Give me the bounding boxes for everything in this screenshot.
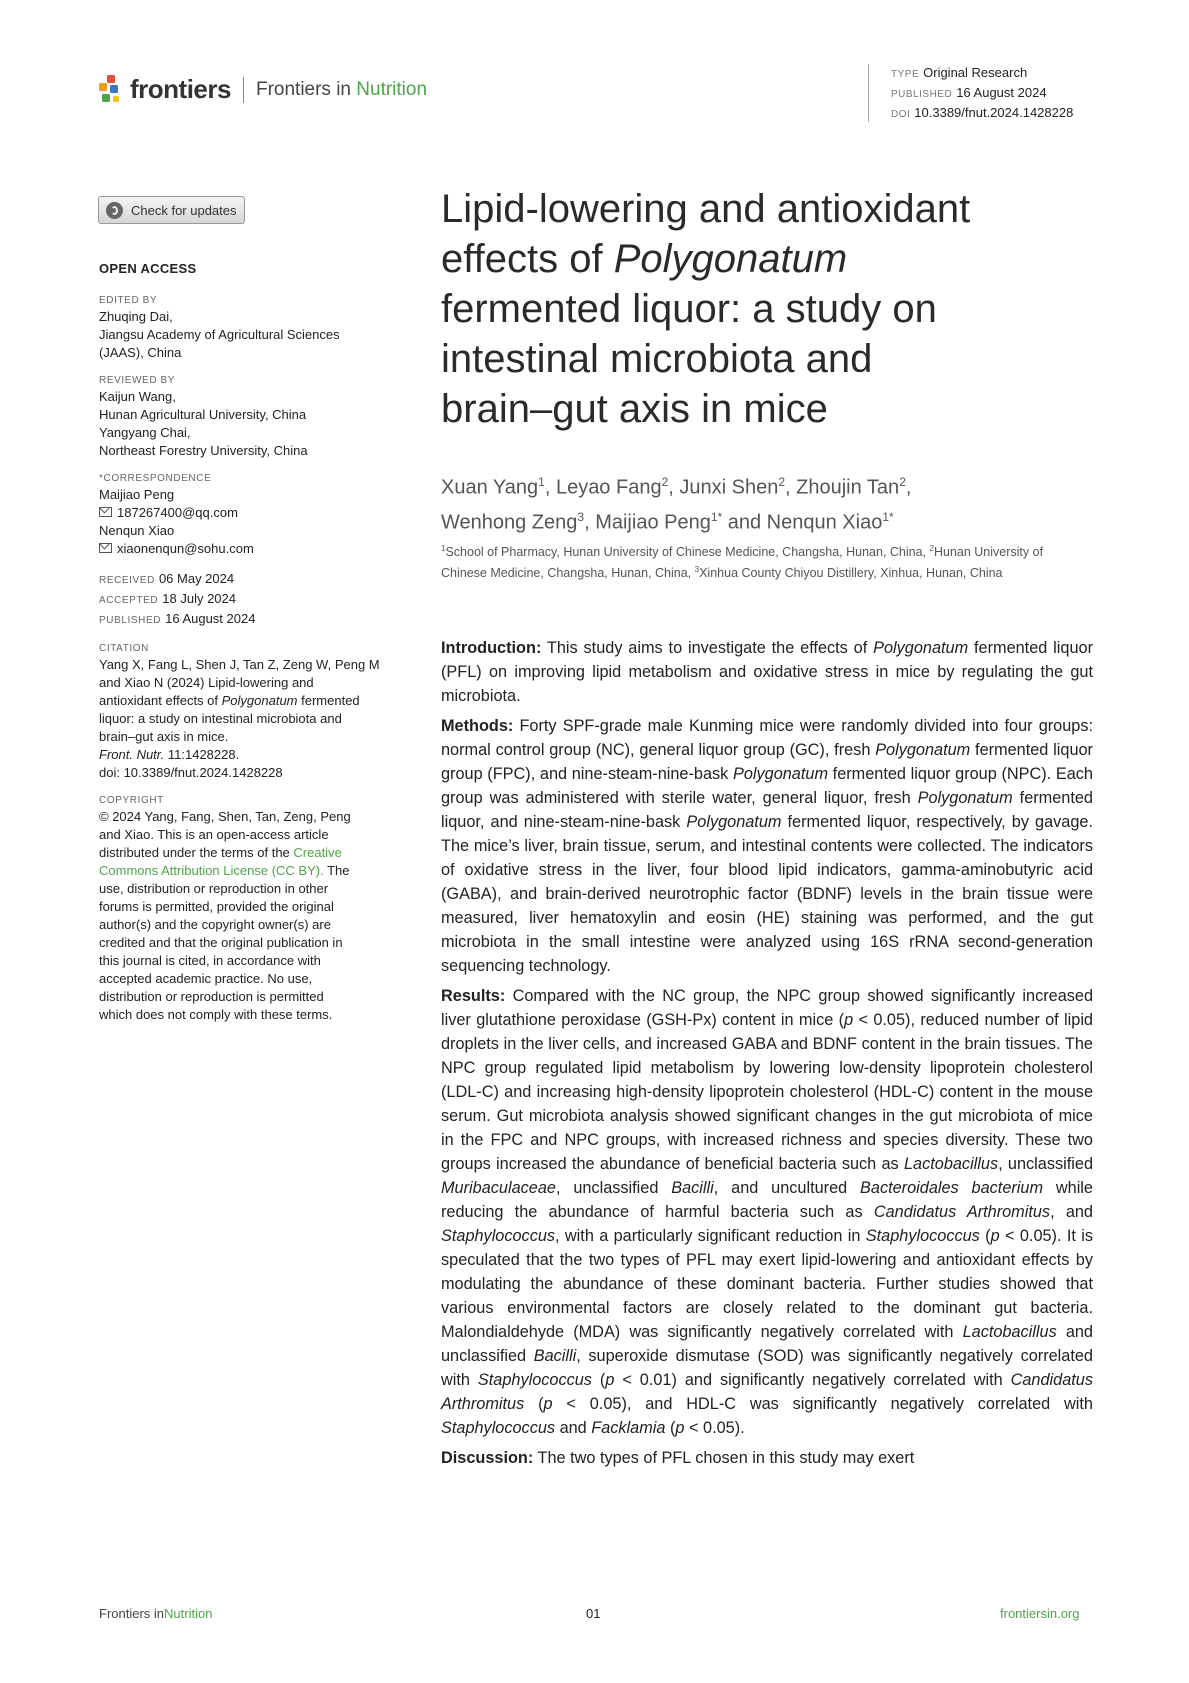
affil-text: Hunan University of Chinese Medicine, Changsha, Hunan, China, [441, 545, 1044, 581]
abstract-text: Bacilli [533, 1347, 577, 1365]
abstract-text: Muribaculaceae [441, 1179, 556, 1197]
abstract-text: fermented liquor, and nine-steam-nine-bask [441, 789, 1093, 831]
author-sup: 2 [661, 475, 669, 489]
citation-text [99, 746, 399, 764]
accepted-label: ACCEPTED [99, 595, 159, 606]
sidebar [99, 260, 399, 1024]
corresponding-author: Maijiao Peng [99, 487, 175, 502]
abstract-text: < 0.05). [684, 1419, 745, 1437]
abstract-methods [441, 714, 1093, 978]
abstract-discussion [441, 1446, 1093, 1470]
abstract-text: , and uncultured [713, 1179, 861, 1197]
accepted-date [99, 590, 399, 610]
author-sup: 1 [538, 475, 545, 489]
published-value: 16 August 2024 [165, 611, 256, 626]
section-head: Introduction: [441, 639, 542, 657]
check-for-updates-button[interactable] [98, 196, 245, 224]
citation-text: liquor: a study on intestinal microbiota and [99, 711, 342, 726]
copyright-label: COPYRIGHT [99, 795, 164, 806]
license-link[interactable]: Commons Attribution License (CC BY). [99, 863, 324, 878]
abstract-text: Facklamia [591, 1419, 666, 1437]
abstract-text: , and [1050, 1203, 1093, 1221]
section-head: Discussion: [441, 1449, 534, 1467]
abstract-text: Staphylococcus [477, 1371, 592, 1389]
journal-prefix: Frontiers in [255, 78, 351, 100]
abstract-text: Staphylococcus [441, 1419, 556, 1437]
published-label: PUBLISHED [99, 615, 162, 626]
email-link[interactable]: xiaonenqun@sohu.com [117, 541, 254, 556]
author[interactable]: Xuan Yang [441, 476, 539, 499]
section-head: Methods: [441, 717, 514, 735]
check-for-updates-label: Check for updates [131, 202, 237, 218]
copyright-text: author(s) and the copyright owner(s) are [99, 917, 331, 932]
brand-name: frontiers [130, 74, 231, 104]
author-sep: , [905, 476, 912, 499]
copyright-text: accepted academic practice. No use, [99, 971, 313, 986]
citation-part: 11:1428228. [164, 747, 240, 762]
abstract-text: < 0.05), and HDL-C was significantly negatively correlated with [552, 1395, 1093, 1413]
abstract-text: and unclassified [441, 1323, 1093, 1365]
citation-part: Polygonatum [221, 693, 298, 708]
abstract-text: ( [665, 1419, 676, 1437]
copyright-text: distribution or reproduction is permitted [99, 989, 324, 1004]
accepted-value: 18 July 2024 [162, 591, 236, 606]
meta-doi [891, 104, 1073, 124]
open-access-heading: OPEN ACCESS [99, 261, 197, 276]
editor-affiliation: Jiangsu Academy of Agricultural Sciences [99, 327, 340, 342]
author-sup: 2 [778, 475, 786, 489]
author-list [441, 468, 1081, 537]
correspondence-label: *CORRESPONDENCE [99, 473, 212, 484]
copyright-text: which does not comply with these terms. [99, 1007, 333, 1022]
abstract-text: Polygonatum [873, 639, 969, 657]
title-line: intestinal microbiota and [441, 337, 873, 381]
abstract-text: < 0.05). It is speculated that the two types of PFL may exert lipid-lowering and antioxidant effects by modulating the abundance of these dominant bacteria. Further studies showed that various environmental factors are closely related to the dominant gut bacteria. Malondialdehyde (MDA) was significantly negatively correlated with [441, 1227, 1094, 1341]
abstract-text: fermented liquor group (FPC), and nine-steam-nine-bask [441, 741, 1093, 783]
citation-label: CITATION [99, 643, 149, 654]
copyright-text: credited and that the original publication in [99, 935, 343, 950]
meta-type-value: Original Research [923, 65, 1028, 80]
corresponding-author: Nenqun Xiao [99, 523, 175, 538]
received-label: RECEIVED [99, 575, 155, 586]
journal-logo[interactable] [98, 74, 427, 105]
license-link[interactable]: Creative [293, 845, 342, 860]
copyright-text [99, 844, 399, 862]
email-link[interactable]: 187267400@qq.com [117, 505, 238, 520]
abstract-text: ( [591, 1371, 606, 1389]
author[interactable]: , Leyao Fang [544, 476, 662, 499]
abstract-text: p [844, 1011, 854, 1029]
citation-text [99, 692, 399, 710]
abstract-text: Staphylococcus [441, 1227, 556, 1245]
author[interactable]: , Maijiao Peng [584, 511, 711, 534]
affil-sup: 1 [441, 544, 446, 553]
copyright-text: © 2024 Yang, Fang, Shen, Tan, Zeng, Peng [99, 809, 351, 824]
section-head: Results: [441, 987, 506, 1005]
abstract-introduction [441, 636, 1093, 708]
frontiers-logo-icon [98, 75, 124, 105]
title-line: Lipid-lowering and antioxidant [441, 187, 971, 231]
copyright-text [99, 862, 399, 880]
title-part: Polygonatum [613, 237, 848, 281]
abstract-text: Polygonatum [875, 741, 971, 759]
reviewed-by-label: REVIEWED BY [99, 375, 176, 386]
email-icon [99, 507, 112, 517]
meta-published-value: 16 August 2024 [956, 85, 1047, 100]
reviewer-name: Yangyang Chai, [99, 425, 191, 440]
footer-journal-name: Nutrition [164, 1606, 213, 1621]
abstract-text: p [990, 1227, 1000, 1245]
author[interactable]: and Nenqun Xiao [722, 511, 883, 534]
abstract-text: Lactobacillus [903, 1155, 999, 1173]
abstract-text: , superoxide dismutase (SOD) was significantly negatively correlated with [441, 1347, 1093, 1389]
affil-text: School of Pharmacy, Hunan University of Chinese Medicine, Changsha, Hunan, China, [445, 545, 930, 560]
editor-name: Zhuqing Dai, [99, 309, 173, 324]
author[interactable]: , Junxi Shen [668, 476, 779, 499]
journal-title: Nutrition [356, 78, 428, 100]
author-sup: 1* [710, 509, 723, 524]
page-number: 01 [586, 1606, 601, 1621]
affil-text: Xinhua County Chiyou Distillery, Xinhua, Hunan, China [699, 566, 1003, 581]
abstract-text: , unclassified [998, 1155, 1093, 1173]
author[interactable]: , Zhoujin Tan [785, 476, 900, 499]
title-line: fermented liquor: a study on [441, 287, 937, 331]
abstract-results [441, 984, 1093, 1440]
abstract-text: Candidatus Arthromitus [873, 1203, 1051, 1221]
abstract-text: , with a particularly significant reduction in [555, 1227, 866, 1245]
reviewer-affiliation: Northeast Forestry University, China [99, 443, 308, 458]
abstract-text: This study aims to investigate the effects of [541, 639, 874, 657]
abstract-text: p [605, 1371, 615, 1389]
received-date [99, 570, 399, 590]
author-sup: 1* [882, 509, 894, 524]
abstract-text: fermented liquor group (NPC). Each group was administered with sterile water, general liquor, fresh [441, 765, 1093, 807]
author-line [441, 503, 1081, 538]
abstract-text: Bacilli [671, 1179, 714, 1197]
meta-doi-value[interactable]: 10.3389/fnut.2024.1428228 [914, 105, 1074, 120]
affil-sup: 2 [929, 544, 934, 553]
meta-type-label: TYPE [891, 69, 920, 80]
abstract-text: Candidatus Arthromitus [441, 1371, 1093, 1413]
email-row [99, 540, 399, 558]
copyright-text: and Xiao. This is an open-access article [99, 827, 329, 842]
abstract-text: while reducing the abundance of harmful bacteria such as [441, 1179, 1093, 1221]
editor-affiliation: (JAAS), China [99, 345, 182, 360]
email-icon [99, 543, 112, 553]
abstract-text: The two types of PFL chosen in this study may exert [533, 1449, 915, 1467]
title-line: brain–gut axis in mice [441, 387, 828, 431]
abstract-text: Compared with the NC group, the NPC group showed significantly increased liver glutathione peroxidase (GSH-Px) content in mice ( [441, 987, 1093, 1029]
meta-type [891, 64, 1073, 84]
footer-prefix: Frontiers in [99, 1606, 165, 1621]
abstract-text: Bacteroidales bacterium [860, 1179, 1044, 1197]
abstract [441, 636, 1093, 1476]
citation-text: and Xiao N (2024) Lipid-lowering and [99, 675, 314, 690]
abstract-text: Polygonatum [686, 813, 782, 831]
affil-sup: 3 [694, 565, 700, 575]
copyright-part: The [323, 863, 350, 878]
abstract-text: < 0.05), reduced number of lipid droplets in the liver cells, and increased GABA and BDNF content in the brain tissues. The NPC group regulated lipid metabolism by lowering low-density lipoprotein cholesterol (LDL-C) and increasing high-density lipoprotein cholesterol (HDL-C) content in the mouse serum. Gut microbiota analysis showed significant changes in the gut microbiota of mice in the FPC and NPC groups, with increased richness and species diversity. These two groups increased the abundance of beneficial bacteria such as [441, 1011, 1093, 1173]
abstract-text: Forty SPF-grade male Kunming mice were randomly divided into four groups: normal control group (NC), general liquor group (GC), fresh [441, 717, 1093, 759]
meta-doi-label: DOI [891, 109, 911, 120]
abstract-text: and [555, 1419, 592, 1437]
abstract-text: fermented liquor (PFL) on improving lipid metabolism and oxidative stress in mice by regulating the gut microbiota. [441, 639, 1093, 705]
author-sup: 3 [577, 509, 585, 524]
abstract-text: Lactobacillus [962, 1323, 1057, 1341]
footer-site-link[interactable]: frontiersin.org [1000, 1606, 1080, 1621]
email-row [99, 504, 399, 522]
copyright-part: distributed under the terms of the [99, 845, 294, 860]
abstract-text: Staphylococcus [865, 1227, 980, 1245]
affiliations [441, 540, 1081, 582]
citation-part: fermented [297, 693, 360, 708]
received-value: 06 May 2024 [158, 571, 235, 586]
abstract-text: p [543, 1395, 553, 1413]
logo-divider [243, 77, 244, 103]
author[interactable]: Wenhong Zeng [441, 511, 578, 534]
abstract-text: , unclassified [555, 1179, 672, 1197]
journal-name [256, 79, 427, 101]
abstract-text: < 0.01) and significantly negatively correlated with [614, 1371, 1011, 1389]
meta-published [891, 84, 1073, 104]
copyright-text: use, distribution or reproduction in other [99, 881, 329, 896]
citation-part: antioxidant effects of [99, 693, 222, 708]
footer-journal[interactable] [99, 1606, 212, 1621]
refresh-icon [106, 202, 123, 219]
abstract-text: ( [979, 1227, 991, 1245]
title-part: effects of [441, 237, 614, 281]
article-meta [868, 64, 1073, 122]
author-line [441, 468, 1081, 503]
author-sup: 2 [899, 475, 906, 489]
copyright-text: this journal is cited, in accordance with [99, 953, 321, 968]
reviewer-affiliation: Hunan Agricultural University, China [99, 407, 307, 422]
citation-part: Front. Nutr. [99, 747, 165, 762]
reviewer-name: Kaijun Wang, [99, 389, 176, 404]
meta-published-label: PUBLISHED [891, 89, 953, 100]
title-line [441, 234, 1081, 284]
abstract-text: fermented liquor, respectively, by gavage. The mice’s liver, brain tissue, serum, and intestinal contents were collected. The indicators of oxidative stress in the liver, four blood lipid indicators, gamma-aminobutyric acid (GABA), and brain-derived neurotrophic factor (BDNF) levels in the brain tissue were measured, liver hematoxylin and eosin (HE) staining was performed, and the gut microbiota in the small intestine were analyzed using 16S rRNA second-generation sequencing technology. [441, 813, 1093, 975]
citation-doi[interactable]: doi: 10.3389/fnut.2024.1428228 [99, 765, 283, 780]
article-title [441, 184, 1081, 434]
published-date [99, 610, 399, 630]
citation-text: Yang X, Fang L, Shen J, Tan Z, Zeng W, Peng M [99, 657, 380, 672]
abstract-text: p [675, 1419, 685, 1437]
abstract-text: Polygonatum [917, 789, 1013, 807]
abstract-text: ( [524, 1395, 544, 1413]
edited-by-label: EDITED BY [99, 295, 158, 306]
citation-text: brain–gut axis in mice. [99, 729, 229, 744]
copyright-text: forums is permitted, provided the original [99, 899, 334, 914]
abstract-text: Polygonatum [732, 765, 829, 783]
